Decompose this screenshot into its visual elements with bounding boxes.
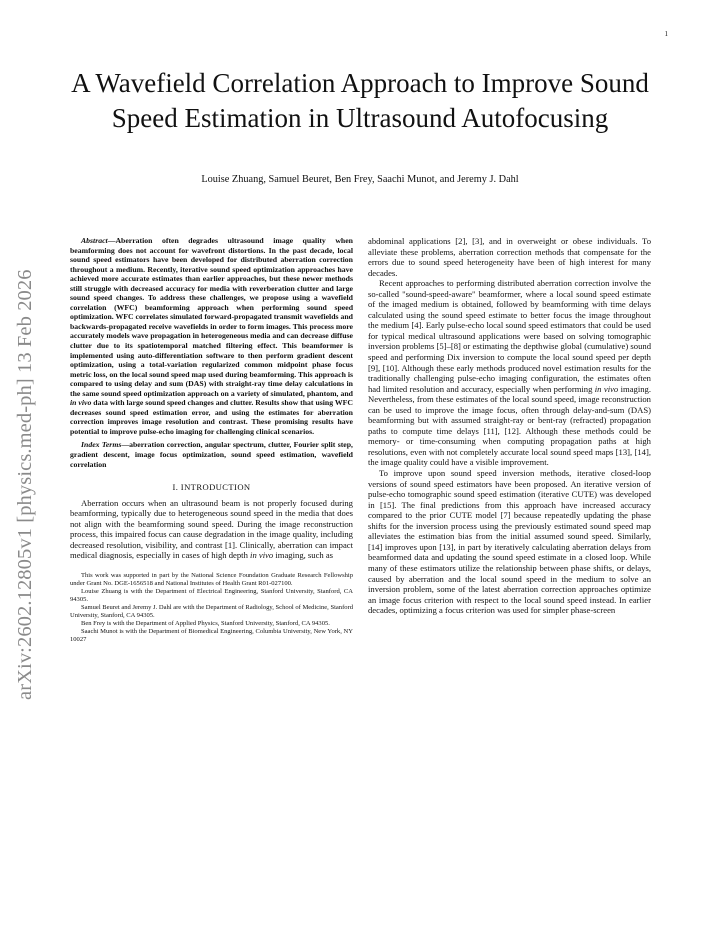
footnote-affiliation-beuret-dahl: Samuel Beuret and Jeremy J. Dahl are with the Department of Radiology, School of Medicine, Stanford University, Stanford, CA 94305. [70,604,353,620]
author-list: Louise Zhuang, Samuel Beuret, Ben Frey, Saachi Munot, and Jeremy J. Dahl [201,174,519,185]
footnote-affiliation-munot: Saachi Munot is with the Department of Biomedical Engineering, Columbia University, New York, NY 10027 [70,628,353,644]
paper-title: A Wavefield Correlation Approach to Improve Sound Speed Estimation in Ultrasound Autofocusing [71,68,649,133]
footnote-funding: This work was supported in part by the National Science Foundation Graduate Research Fellowship under Grant No. DGE-1656518 and National Institutes of Health Grant R01-027100. [70,571,353,587]
abstract-text-end: data with large sound speed changes and clutter. Results show that using WFC decreases sound speed estimation error, and using the estimates for aberration correction improves image resolution and contrast. These promising results have potential to improve pulse-echo imaging for challenging clinical scenarios. [70,398,354,436]
right-paragraph-2 [368,278,651,468]
abstract-italic: in vivo [70,398,92,408]
intro-p1-text-end: imaging, such as [273,550,334,561]
left-column [70,236,353,644]
right-p2-italic: in vivo [594,383,619,394]
intro-p1-text: Aberration occurs when an ultrasound beam is not properly focused during beamforming, typically due to heterogeneous sound speed in the media that does not align with the beamforming sound speed. During the image reconstruction process, this impaired focus can cause degradation in the image quality, including decreased resolution, visibility, and contrast [1]. Clinically, aberration can impact medical diagnosis, especially in cases of high depth [70,497,353,561]
right-column [368,236,651,616]
index-terms-text: —aberration correction, angular spectrum, clutter, Fourier split step, gradient descent, image focus optimization, sound speed estimation, wavefield correlation [70,440,353,469]
right-p2-text-end: imaging. Nevertheless, from these estimates of the local sound speed, image reconstruction can be used to improve the image focus, often through delay-and-sum (DAS) beamforming but with assumed straight-ray or bent-ray (refracted) propagation paths to compute time delays [11], [12]. Although these methods could be memory- or time-consuming when computing propagation paths at high resolutions, even with not completely accurate local sound speed maps [13], [14], the image quality could have a visible improvement. [368,383,651,468]
arxiv-identifier-stamp: arXiv:2602.12805v1 [physics.med-ph] 13 Feb 2026 [14,269,36,700]
abstract [70,236,353,436]
footnote-affiliation-zhuang: Louise Zhuang is with the Department of Electrical Engineering, Stanford University, Stanford, CA 94305. [70,588,353,604]
right-p2-text: Recent approaches to performing distributed aberration correction involve the so-called "sound-speed-aware" beamformer, where a local sound speed estimate of the imaged medium is obtained, followed by beamforming with time delays calculated using the sound speed estimate to better focus the image throughout the medium [4]. Early pulse-echo local sound speed estimators that could be used for typical medical ultrasound applications were based on solving tomographic inversion problems [5]–[8] or estimating the depthwise global (cumulative) sound speed and performing Dix inversion to compute the local sound speed per depth [9], [10]. Although these early methods produced novel estimation results for the traditionally challenging pulse-echo imaging configuration, the estimates often had limited resolution and accuracy, especially when performing [368,278,651,394]
intro-p1-italic: in vivo [250,550,274,561]
abstract-label: Abstract [81,236,108,245]
right-paragraph-3: To improve upon sound speed inversion methods, iterative closed-loop versions of sound speed estimators have been proposed. An iterative version of pulse-echo tomographic sound speed estimation (iterative CUTE) was developed in [15]. The final predictions from this approach have increased accuracy compared to the prior CUTE model [7] because repeatedly updating the phase shifts for the inversion process using the previously estimated sound speed map alleviates the estimation bias from the initial assumed sound speed. Similarly, [14] improves upon [13], in part by iteratively calculating aberration delays from beamformed data and updating the sound speed estimate in a closed loop. While many of these estimators utilize the relationship between phase shifts, or delays, caused by aberration and the local sound speed in the medium to solve an inversion problem, some of the latest aberration correction approaches optimize an image focus criterion with respect to the local sound speed instead. In earlier decades, optimizing a focus criterion was used for simpler phase-screen [368,468,651,616]
footnote-affiliation-frey: Ben Frey is with the Department of Applied Physics, Stanford University, Stanford, CA 94305. [81,620,330,628]
index-terms [70,440,353,469]
abstract-text: —Aberration often degrades ultrasound image quality when beamforming does not account for wavefront distortions. In the past decade, local sound speed estimators have been developed for distributed aberration correction throughout a medium. Recently, iterative sound speed optimization approaches have achieved more accurate estimates than earlier approaches, but these newer methods still struggle with decreased accuracy for media with reverberation clutter and large sound speed changes. To address these challenges, we propose using a wavefield correlation (WFC) beamforming approach when performing sound speed optimization. WFC correlates simulated forward-propagated transmit wavefields and backwards-propagated receive wavefields in order to form images. This process more accurately models wave propagation in heterogeneous media and can decrease diffuse clutter due to its spatiotemporal matched filtering effect. This beamformer is implemented using auto-differentiation software to then perform gradient descent optimization, using a total-variation regularized common midpoint phase focus metric loss, on the local sound speed map used during beamforming. This approach is compared to using delay and sum (DAS) with straight-ray time delay calculations in the same sound speed optimization approach on a variety of simulated, phantom, and [70,236,353,398]
section-heading-introduction: I. INTRODUCTION [172,482,251,493]
page-number: 1 [664,30,668,38]
intro-paragraph-1 [70,498,353,561]
right-paragraph-1: abdominal applications [2], [3], and in overweight or obese individuals. To alleviate these problems, aberration correction methods that compensate for the errors due to sound speed heterogeneity have been of high interest for many decades. [368,236,651,278]
index-terms-label: Index Terms [81,440,122,450]
footnotes [70,572,353,644]
